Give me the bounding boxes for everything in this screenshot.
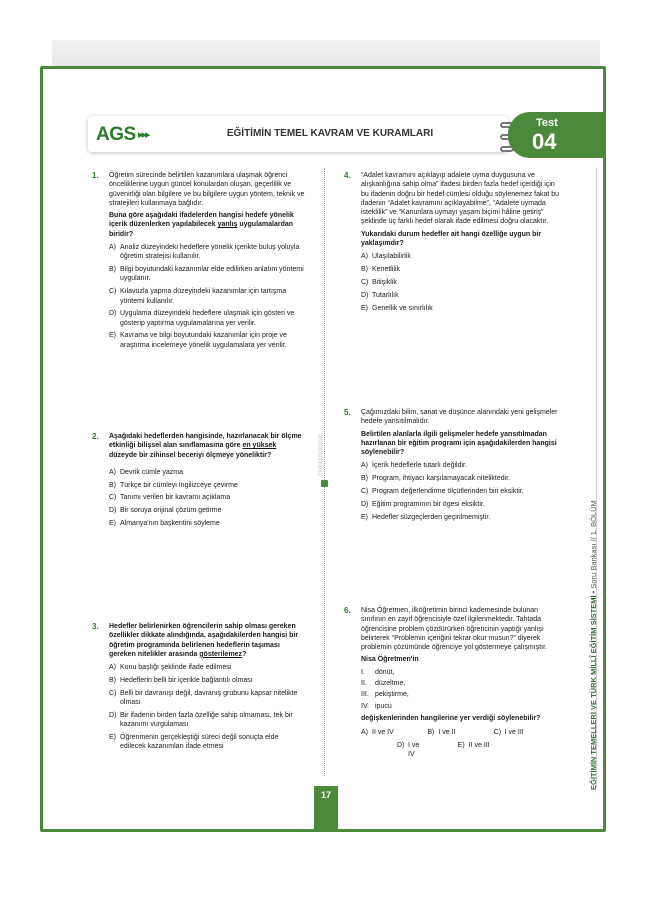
option-b[interactable]: B) Bilgi boyutundaki kazanımlar elde edilirken anlatım yöntemi uygulanır. bbox=[109, 266, 304, 283]
question-prompt: Yukarıdaki durum hedefler ait hangi özelliğe uygun bir yaklaşımdır? bbox=[361, 230, 542, 248]
option-d[interactable]: D) I ve IV bbox=[397, 741, 420, 758]
question-stem: “Adalet kavramını açıklayıp adalete uyma duygusuna ve alışkanlığına sahip olma” ifadesi birden fazla hedef içerdiği için bu ifadenin doğru bir hedef cümlesi olduğu söylenemez fakat bu ifadenin “Adalet kavramını açıklayabilme”, “Adalete uymada isteklilik” ve “Kanunlara uymayı yaşam biçimi hâline getiriş” şeklinde üç farklı hedef olarak ifade edilmesi doğru olacaktır. bbox=[361, 172, 560, 226]
ags-arrows-icon: ▸▸▸ bbox=[138, 129, 149, 141]
option-c[interactable]: C) I ve III bbox=[493, 729, 524, 737]
option-e[interactable]: E) Öğrenmenin gerçekleştiği süreci değil sonuçta elde edilecek kazanımları ifade etmesi bbox=[109, 733, 279, 751]
option-b[interactable]: B) Program, ihtiyacı karşılamayacak niteliktedir. bbox=[361, 475, 511, 483]
option-d[interactable]: D) Eğitim programının bir ögesi eksiktir. bbox=[361, 500, 485, 508]
question-5 bbox=[344, 408, 560, 525]
option-a[interactable]: A) Analiz düzeyindeki hedeflere yönelik içerikte buluş yoluyla öğretim stratejisi kullanılır. bbox=[109, 244, 300, 261]
test-label: Test bbox=[536, 117, 558, 129]
list-item: II. düzeltme, bbox=[361, 680, 406, 688]
question-number: 4. bbox=[344, 171, 351, 180]
option-grid bbox=[361, 728, 560, 759]
page-title: EĞİTİMİN TEMEL KAVRAM VE KURAMLARI bbox=[226, 128, 434, 139]
question-number: 6. bbox=[344, 606, 351, 615]
question-prompt: Hedefler belirlenirken öğrencilerin sahip olması gereken özellikler dikkate alındığında, aşağıdakilerden hangisi bir öğretim programında belirlenen hedeflerin taşıması gereken nitelikler arasında gösterilemez? bbox=[109, 623, 299, 658]
question-prompt: Aşağıdaki hedeflerden hangisinde, hazırlanacak bir ölçme etkinliği bilişsel alan sınıflamasına göre en yüksek düzeyde bir zihinsel beceriyi ölçmeye yöneliktir? bbox=[109, 433, 302, 459]
question-number: 2. bbox=[92, 432, 99, 441]
option-d[interactable]: D) Bir soruya orijinal çözüm getirme bbox=[109, 507, 222, 515]
test-badge bbox=[508, 112, 606, 158]
side-label-series: • Soru Bankası // 1. BÖLÜM bbox=[589, 500, 598, 596]
option-a[interactable]: A) Ulaşılabilirlik bbox=[361, 253, 411, 261]
question-prompt: Belirtilen alanlarla ilgili gelişmeler hedefe yansıtılmadan hazırlanan bir eğitim programı için aşağıdakilerden hangisi söylenebilir? bbox=[361, 430, 557, 457]
question-stem: Nisa Öğretmen, ilköğretimin birinci kademesinde bulunan sınıfının en zayıf öğrencisiyle özel ilgilenmektedir. Tahtada öğrencisine problem çözdürürken öğrencinin yaptığı yanlışı belirterek “Problemin içeriğini tekrar okur musun?” diyerek problemin çözümünde öğrenciye yol göstermeye çalışmıştır. bbox=[361, 607, 547, 652]
option-a[interactable]: A) II ve IV bbox=[361, 729, 394, 737]
option-c[interactable]: C) Program değerlendirme ölçütlerinden biri eksiktir. bbox=[361, 488, 524, 496]
question-3 bbox=[92, 622, 305, 755]
question-number: 3. bbox=[92, 622, 99, 631]
option-a[interactable]: A) Konu başlığı şeklinde ifade edilmesi bbox=[109, 664, 232, 672]
list-item: IV. ipucu bbox=[361, 702, 392, 710]
question-stem: Çağımızdaki bilim, sanat ve düşünce alanındaki yeni gelişmeler hedefe yansıtılmalıdır. bbox=[361, 409, 558, 426]
option-e[interactable]: E) Almanya'nın başkentini söyleme bbox=[109, 520, 220, 528]
roman-list bbox=[361, 668, 560, 711]
option-e[interactable]: E) Hedefler süzgeçlerden geçirilmemiştir. bbox=[361, 513, 491, 521]
side-label bbox=[589, 470, 601, 790]
watermark: Yediiklimokulları bbox=[318, 433, 324, 477]
option-c[interactable]: C) Tanımı verilen bir kavramı açıklama bbox=[109, 494, 231, 502]
question-prompt: Buna göre aşağıdaki ifadelerden hangisi hedefe yönelik içerik düzenlerken yapılabilecek yanlış uygulamalardan biridir? bbox=[109, 212, 294, 238]
option-b[interactable]: B) I ve II bbox=[427, 729, 456, 737]
option-b[interactable]: B) Kenetlilik bbox=[361, 266, 401, 274]
option-a[interactable]: A) Devrik cümle yazma bbox=[109, 468, 184, 476]
question-number: 5. bbox=[344, 408, 351, 417]
option-d[interactable]: D) Uygulama düzeyindeki hedeflere ulaşmak için gösteri ve gösterip yaptırma uygulamalarına yer verilir. bbox=[109, 310, 295, 327]
question-2 bbox=[92, 432, 305, 532]
question-number: 1. bbox=[92, 171, 99, 180]
list-item: I. dönüt, bbox=[361, 668, 395, 676]
list-item: III. pekiştirme, bbox=[361, 691, 409, 699]
option-d[interactable]: D) Bir ifadenin birden fazla özelliğe sahip olmaması, tek bir kazanımı vurgulaması bbox=[109, 711, 293, 729]
option-a[interactable]: A) İçerik hedeflerle tutarlı değildir. bbox=[361, 462, 467, 470]
option-c[interactable]: C) Belli bir davranışı değil, davranış grubunu kapsar nitelikte olması bbox=[109, 689, 298, 707]
option-e[interactable]: E) Kavrama ve bilgi boyutundaki kazanımlar için proje ve araştırma incelemeye yönelik uygulamalara yer verilir. bbox=[109, 332, 287, 349]
question-stem: Öğretim sürecinde belirtilen kazanımlara ulaşmak öğrenci önceliklerine uygun güncel konulardan oluşan, geçerlilik ve güvenirliği olan bilgilere ve bu bilgilere uygun yöntem, teknik ve stratejileri kullanmaya bağlıdır. bbox=[109, 172, 305, 207]
question-1 bbox=[92, 171, 305, 354]
question-label: Nisa Öğretmen'in bbox=[361, 656, 419, 664]
question-6 bbox=[344, 606, 560, 759]
question-4 bbox=[344, 171, 560, 316]
page-number: 17 bbox=[314, 786, 338, 832]
option-c[interactable]: C) Kılavuzla yapma düzeyindeki kazanımlar için tartışma yöntemi kullanılır. bbox=[109, 288, 287, 305]
option-b[interactable]: B) Hedeflerin belli bir içerikle bağlantılı olması bbox=[109, 676, 253, 684]
option-d[interactable]: D) Tutarlılık bbox=[361, 291, 399, 299]
option-b[interactable]: B) Türkçe bir cümleyi İngilizceye çevirme bbox=[109, 481, 238, 489]
option-e[interactable]: E) Genellik ve sınırlılık bbox=[361, 304, 433, 312]
option-c[interactable]: C) Bitişiklik bbox=[361, 278, 397, 286]
test-number: 04 bbox=[532, 129, 557, 154]
ags-logo: AGS bbox=[96, 124, 136, 145]
option-e[interactable]: E) II ve III bbox=[457, 741, 490, 749]
watermark-dot-icon bbox=[321, 480, 328, 487]
side-label-subject: EĞİTİMİN TEMELLERİ VE TÜRK MİLLÎ EĞİTİM SİSTEMİ bbox=[589, 595, 598, 790]
question-prompt: değişkenlerinden hangilerine yer verdiği söylenebilir? bbox=[361, 714, 541, 722]
